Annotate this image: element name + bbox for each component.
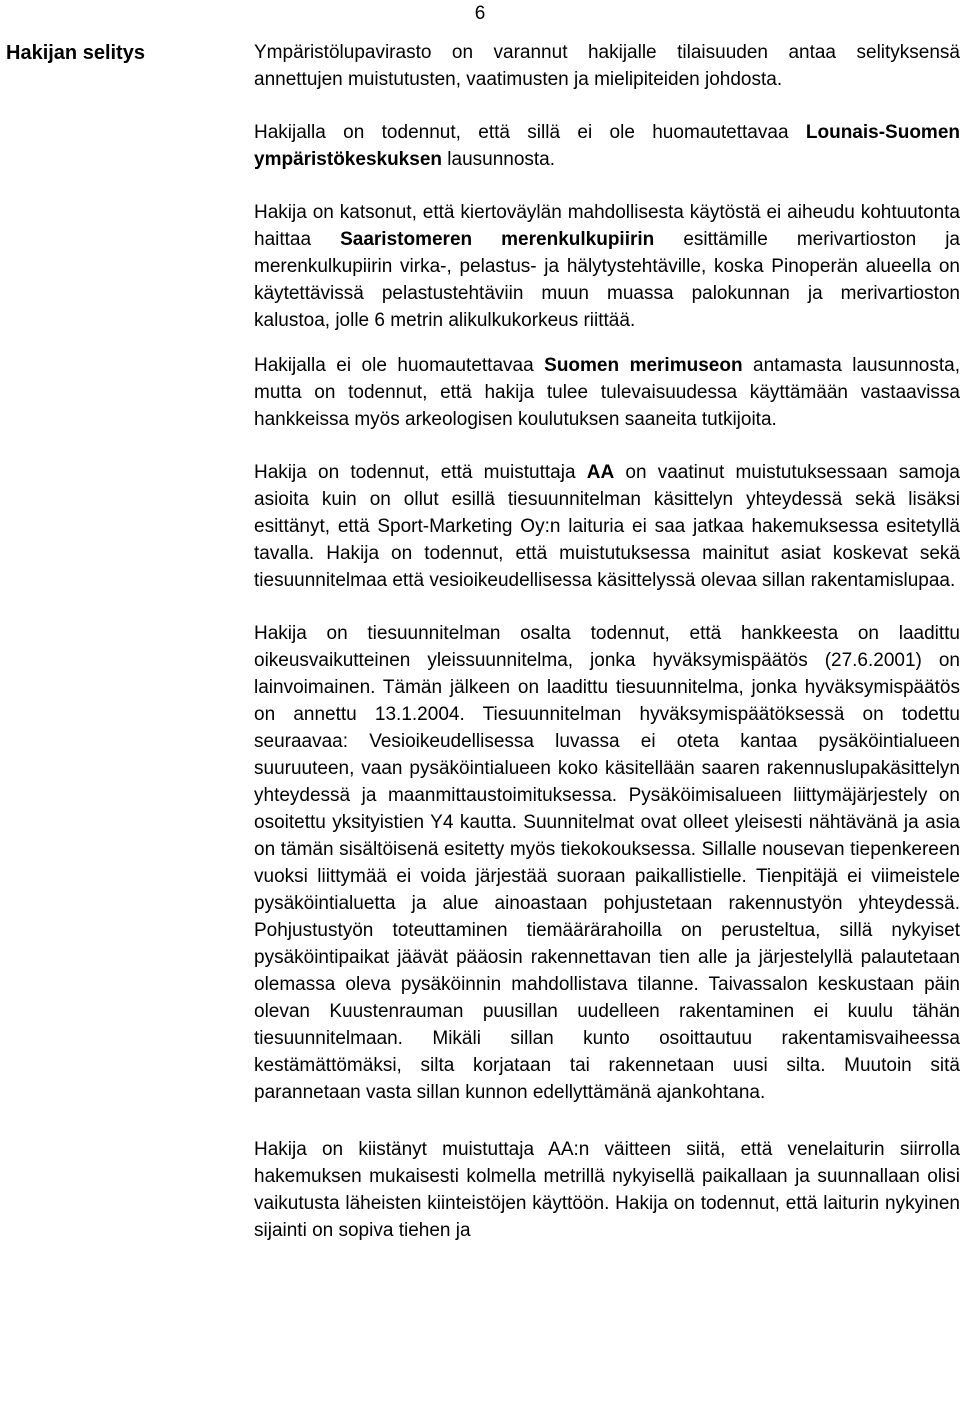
section-heading: Hakijan selitys [6, 42, 145, 64]
paragraph-text: Hakija on todennut, että muistuttaja [254, 462, 587, 483]
paragraph-text: Hakijalla on todennut, että sillä ei ole huomautettavaa [254, 122, 806, 143]
paragraph [254, 459, 960, 594]
paragraph [254, 1136, 960, 1244]
paragraph-text: Ympäristölupavirasto on varannut hakijalle tilaisuuden antaa selityksensä annettujen muistutusten, vaatimusten ja mielipiteiden johdosta. [254, 42, 960, 90]
paragraph-text: Hakija on kiistänyt muistuttaja AA:n väitteen siitä, että venelaiturin siirrolla hakemuksen mukaisesti kolmella metrillä nykyisellä paikallaan ja suunnallaan olisi vaikutusta läheisten kiinteistöjen käyttöön. Hakija on todennut, että laiturin nykyinen sijainti on sopiva tiehen ja [254, 1139, 960, 1241]
paragraph-text: antamasta lausunnosta, mutta on todennut, että hakija tulee tulevaisuudessa käyttämään vastaavissa hankkeissa myös arkeologisen koulutuksen saaneita tutkijoita. [254, 355, 960, 430]
paragraph-text: on vaatinut muistutuksessaan samoja asioita kuin on ollut esillä tiesuunnitelman käsittelyn yhteydessä sekä lisäksi esittänyt, että Sport-Marketing Oy:n laituria ei saa jatkaa hakemuksessa esitetyllä tavalla. Hakija on todennut, että muistutuksessa mainitut asiat koskevat sekä tiesuunnitelmaa että vesioikeudellisessa käsittelyssä olevaa sillan rakentamislupaa. [254, 462, 960, 591]
paragraph-text: lausunnosta. [442, 149, 556, 170]
paragraph-text: esittämille merivartioston ja merenkulkupiirin virka-, pelastus- ja hälytystehtäville, koska Pinoperän alueella on käytettävissä pelastustehtäviin muun muassa palokunnan ja merivartioston kalustoa, jolle 6 metrin alikulkukorkeus riittää. [254, 229, 960, 331]
body-text [254, 39, 960, 1270]
bold-term: AA [586, 462, 615, 483]
paragraph [254, 39, 960, 93]
paragraph [254, 352, 960, 433]
paragraph-text: Hakija on tiesuunnitelman osalta todennut, että hankkeesta on laadittu oikeusvaikutteinen yleissuunnitelma, jonka hyväksymispäätös (27.6.2001) on lainvoimainen. Tämän jälkeen on laadittu tiesuunnitelma, jonka hyväksymispäätös on annettu 13.1.2004. Tiesuunnitelman hyväksymispäätöksessä on todettu seuraavaa: Vesioikeudellisessa luvassa ei oteta kantaa pysäköintialueen suuruuteen, vaan pysäköintialueen koko käsitellään saaren rakennuslupakäsittelyn yhteydessä ja maanmittaustoimituksessa. Pysäköimisalueen liittymäjärjestely on osoitettu yksityistien Y4 kautta. Suunnitelmat ovat olleet yleisesti nähtävänä ja asia on tämän sisältöisenä esitetty myös tiekokouksessa. Sillalle nousevan tiepenkereen vuoksi liittymää ei voida järjestää suoraan paikallistielle. Tienpitäjä ei viimeistele pysäköintialuetta ja alue ainoastaan pohjustetaan rakennustyön yhteydessä. Pohjustustyön toteuttaminen tiemäärärahoilla on perusteltua, sillä nykyiset pysäköintipaikat jäävät pääosin rakennettavan tien alle ja järjestelyllä palautetaan olemassa oleva pysäköinnin mahdollistava tilanne. Taivassalon keskustaan päin olevan Kuustenrauman puusillan uudelleen rakentaminen ei kuulu tähän tiesuunnitelmaan. Mikäli sillan kunto osoittautuu rakentamisvaiheessa kestämättömäksi, silta korjataan tai rakennetaan uusi silta. Muutoin sitä parannetaan vasta sillan kunnon edellyttämänä ajankohtana. [254, 623, 960, 1103]
paragraph [254, 199, 960, 334]
paragraph-text: Hakija on katsonut, että kiertoväylän mahdollisesta käytöstä ei aiheudu kohtuutonta haittaa [254, 202, 960, 250]
bold-term: Suomen merimuseon [544, 355, 743, 376]
page-number: 6 [474, 3, 486, 24]
bold-term: Saaristomeren merenkulkupiirin [340, 229, 655, 250]
paragraph-text: Hakijalla ei ole huomautettavaa [254, 355, 545, 376]
bold-term: Lounais-Suomen ympäristökeskuksen [254, 122, 960, 170]
paragraph [254, 620, 960, 1106]
paragraph [254, 119, 960, 173]
